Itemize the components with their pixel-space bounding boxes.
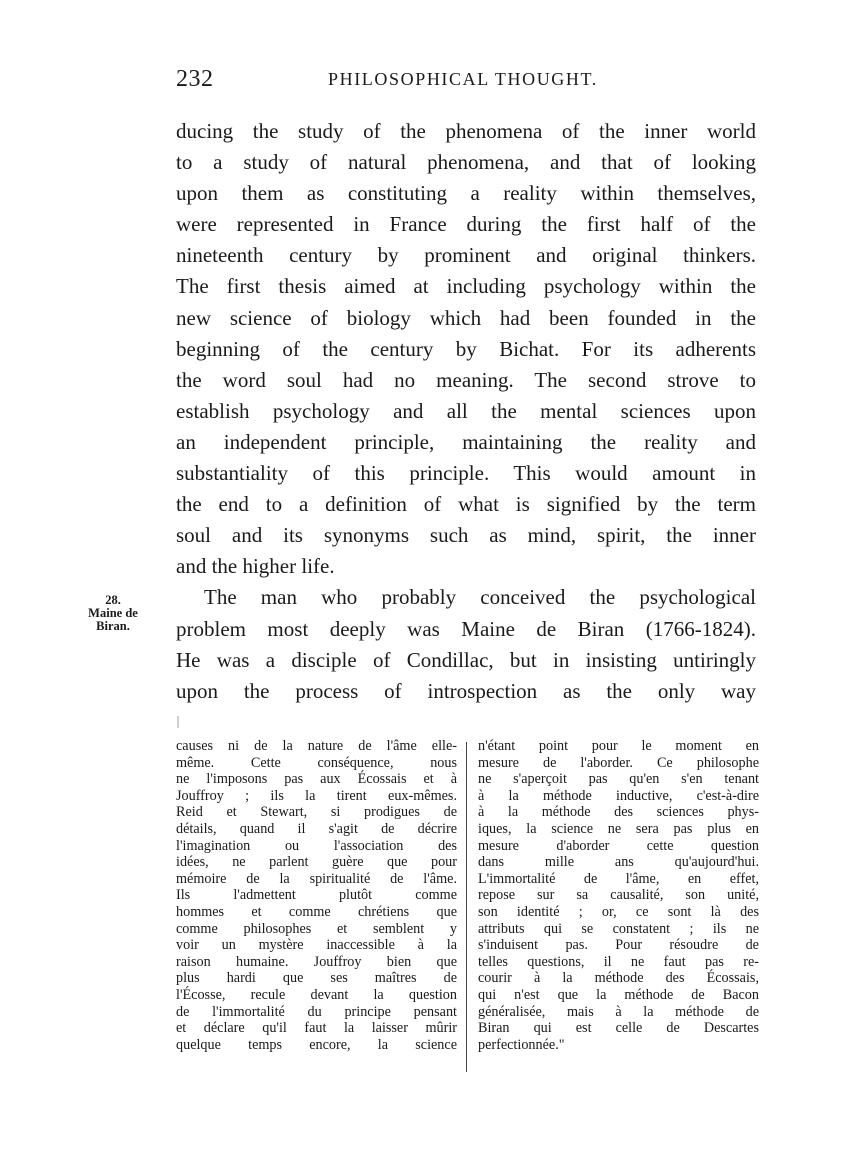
text-line: the word soul had no meaning. The second strove to bbox=[176, 367, 756, 392]
footnote-line: attributs qui se constatent ; ils ne bbox=[478, 920, 759, 937]
text-line: and the higher life. bbox=[176, 554, 335, 579]
text-line: an independent principle, maintaining the reality and bbox=[176, 429, 756, 454]
footnote-line: telles questions, il ne faut pas re- bbox=[478, 953, 759, 970]
footnote-line: raison humaine. Jouffroy bien que bbox=[176, 953, 457, 970]
footnote-line: mesure de l'aborder. Ce philosophe bbox=[478, 754, 759, 771]
margin-note bbox=[80, 594, 146, 633]
text-line: The first thesis aimed at including psychology within the bbox=[176, 274, 756, 299]
footnote-line: idées, ne parlent guère que pour bbox=[176, 854, 457, 871]
footnote-line: généralisée, mais à la méthode de bbox=[478, 1003, 759, 1020]
footnote-line: de l'immortalité du principe pensant bbox=[176, 1003, 457, 1020]
footnote-line: quelque temps encore, la science bbox=[176, 1036, 457, 1053]
footnote-line: détails, quand il s'agit de décrire bbox=[176, 820, 457, 837]
footnote-column-left bbox=[176, 738, 457, 1053]
footnote-line: s'induisent pas. Pour résoudre de bbox=[478, 937, 759, 954]
footnote-line: son identité ; or, ce sont là des bbox=[478, 903, 759, 920]
footnote-line: à la méthode inductive, c'est-à-dire bbox=[478, 787, 759, 804]
text-line: ducing the study of the phenomena of the inner world bbox=[176, 119, 756, 143]
text-line: the end to a definition of what is signified by the term bbox=[176, 492, 756, 517]
footnote-line: et déclare qu'il faut la laisser mûrir bbox=[176, 1020, 457, 1037]
footnote-line: comme philosophes et semblent y bbox=[176, 920, 457, 937]
footnote-line: l'Écosse, recule devant la question bbox=[176, 986, 457, 1003]
text-line: new science of biology which had been founded in the bbox=[176, 305, 756, 330]
footnote-line: hommes et comme chrétiens que bbox=[176, 903, 457, 920]
footnote-line: dans mille ans qu'aujourd'hui. bbox=[478, 854, 759, 871]
page-number: 232 bbox=[176, 66, 214, 92]
footnote-line: ne l'imposons pas aux Écossais et à bbox=[176, 771, 457, 788]
footnote-column-right bbox=[478, 738, 759, 1053]
text-line: substantiality of this principle. This would amount in bbox=[176, 461, 756, 486]
footnote-line: Reid et Stewart, si prodigues de bbox=[176, 804, 457, 821]
text-line: upon the process of introspection as the only way bbox=[176, 678, 756, 703]
footnote-line: Jouffroy ; ils la tirent eux-mêmes. bbox=[176, 787, 457, 804]
column-divider bbox=[466, 742, 467, 1072]
footnote-line: mémoire de la spiritualité de l'âme. bbox=[176, 870, 457, 887]
text-line: He was a disciple of Condillac, but in insisting untiringly bbox=[176, 647, 756, 672]
text-line: soul and its synonyms such as mind, spirit, the inner bbox=[176, 523, 756, 548]
footnote-line: mesure d'aborder cette question bbox=[478, 837, 759, 854]
footnote-line: repose sur sa causalité, son unité, bbox=[478, 887, 759, 904]
footnote-line: voir un mystère inaccessible à la bbox=[176, 937, 457, 954]
running-head: PHILOSOPHICAL THOUGHT. bbox=[328, 69, 598, 89]
footnote-line: Biran qui est celle de Descartes bbox=[478, 1020, 759, 1037]
footnote-rule bbox=[177, 716, 179, 728]
footnote-line: perfectionnée." bbox=[478, 1036, 565, 1053]
text-line: problem most deeply was Maine de Biran (1766-1824). bbox=[176, 616, 756, 641]
text-line: to a study of natural phenomena, and that of looking bbox=[176, 150, 756, 175]
footnote-line: causes ni de la nature de l'âme elle- bbox=[176, 738, 457, 754]
footnote-line: n'étant point pour le moment en bbox=[478, 738, 759, 754]
footnotes bbox=[176, 738, 758, 1088]
footnote-line: qui n'est que la méthode de Bacon bbox=[478, 986, 759, 1003]
main-text bbox=[176, 116, 756, 707]
text-line: establish psychology and all the mental sciences upon bbox=[176, 398, 756, 423]
page-header bbox=[176, 66, 756, 96]
text-line: The man who probably conceived the psychological bbox=[204, 585, 756, 610]
text-line: beginning of the century by Bichat. For its adherents bbox=[176, 336, 756, 361]
footnote-line: L'immortalité de l'âme, en effet, bbox=[478, 870, 759, 887]
margin-note-line: Biran. bbox=[96, 619, 130, 633]
text-line: upon them as constituting a reality within themselves, bbox=[176, 181, 756, 206]
footnote-line: à la méthode des sciences phys- bbox=[478, 804, 759, 821]
footnote-line: plus hardi que ses maîtres de bbox=[176, 970, 457, 987]
footnote-line: courir à la méthode des Écossais, bbox=[478, 970, 759, 987]
margin-note-number: 28. bbox=[105, 593, 121, 607]
footnote-line: ne s'aperçoit pas qu'en s'en tenant bbox=[478, 771, 759, 788]
footnote-line: iques, la science ne sera pas plus en bbox=[478, 820, 759, 837]
text-line: were represented in France during the first half of the bbox=[176, 212, 756, 237]
text-line: nineteenth century by prominent and original thinkers. bbox=[176, 243, 756, 268]
footnote-line: l'imagination ou l'association des bbox=[176, 837, 457, 854]
margin-note-line: Maine de bbox=[88, 606, 138, 620]
footnote-line: Ils l'admettent plutôt comme bbox=[176, 887, 457, 904]
footnote-line: même. Cette conséquence, nous bbox=[176, 754, 457, 771]
